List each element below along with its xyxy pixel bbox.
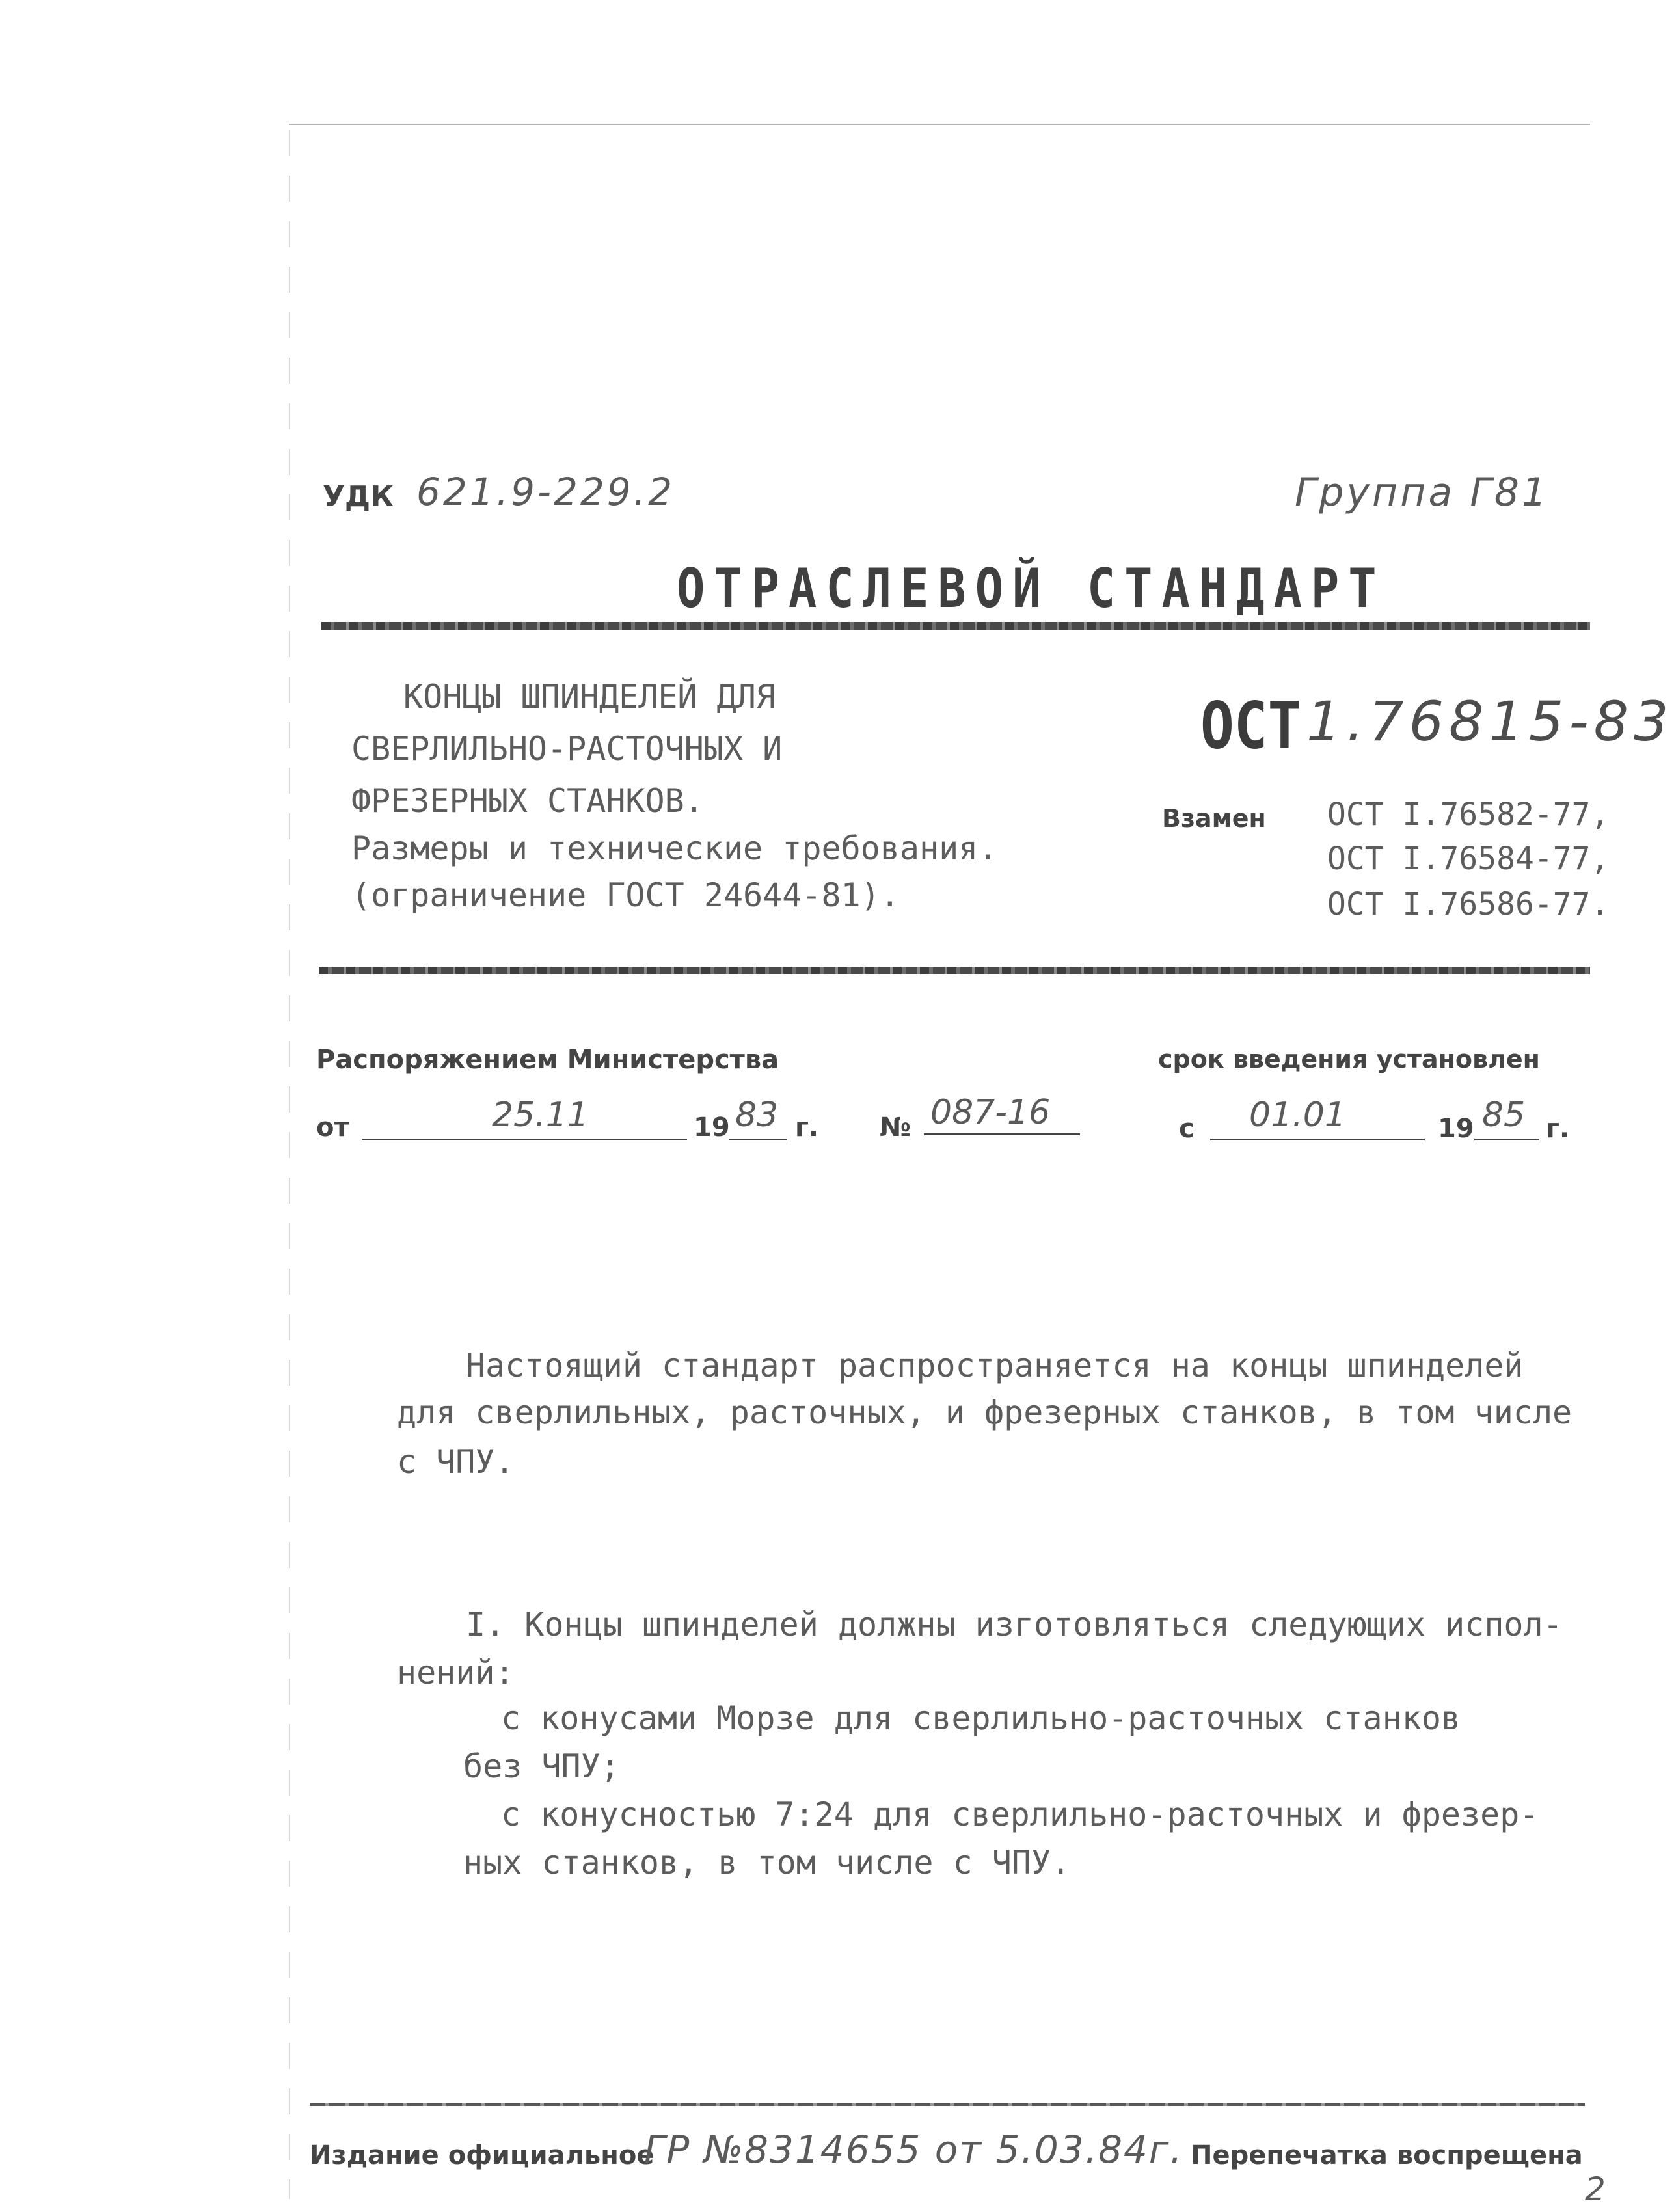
udk-value: 621.9-229.2 (416, 470, 675, 514)
top-rule (289, 124, 1590, 125)
term-date-blank (1210, 1139, 1425, 1140)
order-number-blank (924, 1133, 1080, 1135)
footer-registration: ГР №8314655 от 5.03.84г. (644, 2127, 1183, 2172)
order-date-blank (362, 1139, 687, 1140)
designation-prefix: ОСТ (1200, 688, 1302, 764)
subject-line-4: Размеры и технические требования. (351, 830, 998, 867)
document-type-title: ОТРАСЛЕВОЙ СТАНДАРТ (677, 556, 1386, 620)
item1-line-2: нений: (397, 1654, 515, 1692)
subject-line-5: (ограничение ГОСТ 24644-81). (351, 876, 900, 914)
term-from-label: с (1179, 1114, 1195, 1144)
term-year: 85 (1482, 1096, 1526, 1135)
item1-line-3: с конусами Морзе для сверлильно-расточных станков (501, 1699, 1461, 1737)
page-number: 2 (1585, 2170, 1606, 2208)
replaces-label: Взамен (1162, 804, 1266, 833)
footer-official-edition: Издание официальное (310, 2140, 655, 2170)
footer-reprint-prohibited: Перепечатка воспрещена (1191, 2140, 1583, 2170)
subject-line-1: КОНЦЫ ШПИНДЕЛЕЙ ДЛЯ (403, 678, 776, 716)
order-year-suffix: г. (795, 1113, 819, 1142)
intro-line-2: для сверлильных, расточных, и фрезерных станков, в том числе (397, 1394, 1573, 1431)
order-label: Распоряжением Министерства (316, 1045, 779, 1075)
item1-line-1: I. Концы шпинделей должны изготовляться следующих испол- (466, 1606, 1563, 1643)
term-year-prefix: 19 (1438, 1114, 1474, 1144)
order-date: 25.11 (492, 1096, 589, 1135)
designation-number: 1.76815-83 (1306, 690, 1674, 753)
item1-line-6: ных станков, в том числе с ЧПУ. (463, 1844, 1071, 1882)
left-margin-line (289, 130, 290, 2199)
order-year: 83 (735, 1096, 779, 1135)
order-year-blank (729, 1139, 787, 1140)
designation-rule (319, 967, 1590, 974)
term-year-suffix: г. (1546, 1114, 1570, 1144)
term-date: 01.01 (1249, 1096, 1346, 1135)
order-number-label: № (880, 1113, 911, 1142)
group-value: Группа Г81 (1295, 470, 1550, 515)
subject-line-3: ФРЕЗЕРНЫХ СТАНКОВ. (351, 782, 704, 820)
replaces-item-1: ОСТ I.76582-77, (1327, 796, 1610, 833)
subject-line-2: СВЕРЛИЛЬНО-РАСТОЧНЫХ И (351, 730, 783, 768)
intro-line-3: с ЧПУ. (397, 1443, 515, 1481)
replaces-item-3: ОСТ I.76586-77. (1327, 886, 1610, 923)
term-label: срок введения установлен (1158, 1045, 1540, 1073)
footer-rule (310, 2103, 1585, 2106)
udk-label: УДК (323, 480, 394, 513)
item1-line-4: без ЧПУ; (463, 1747, 620, 1785)
replaces-item-2: ОСТ I.76584-77, (1327, 841, 1610, 877)
intro-line-1: Настоящий стандарт распространяется на концы шпинделей (466, 1347, 1524, 1384)
order-number: 087-16 (930, 1093, 1051, 1132)
term-year-blank (1474, 1139, 1539, 1140)
order-year-prefix: 19 (694, 1113, 730, 1142)
order-from-label: от (316, 1113, 349, 1142)
header-rule (321, 622, 1590, 630)
item1-line-5: с конусностью 7:24 для сверлильно-расточных и фрезер- (501, 1796, 1539, 1833)
